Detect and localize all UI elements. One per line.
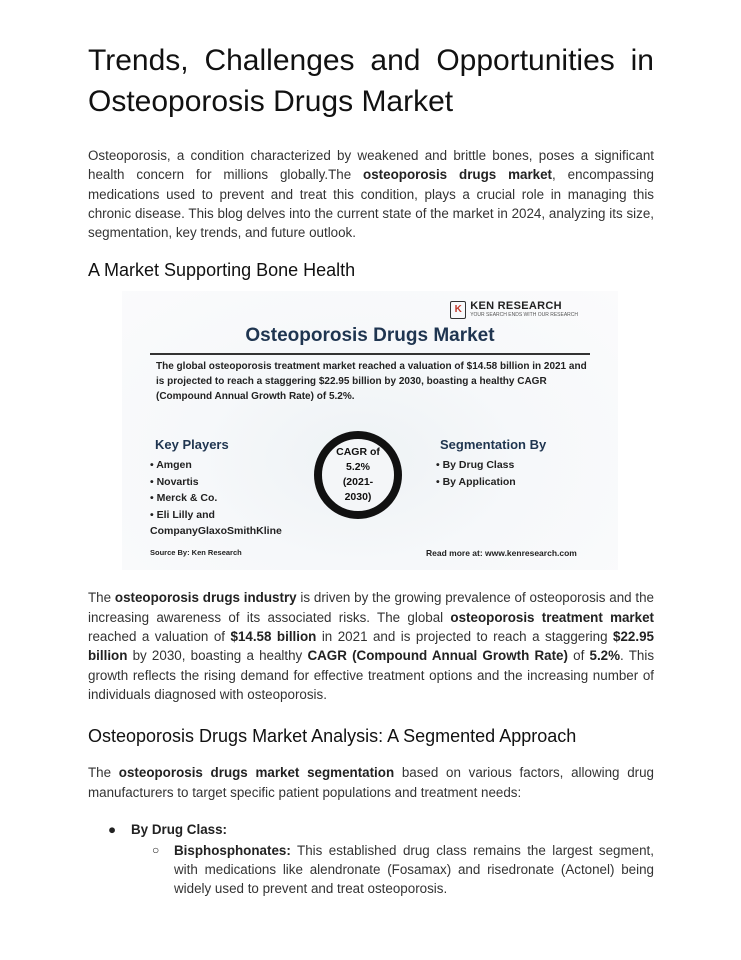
infographic-source: Source By: Ken Research (150, 548, 242, 558)
cagr-value: 5.2% (346, 461, 370, 474)
infographic-title: Osteoporosis Drugs Market (245, 325, 495, 347)
sub-bullet-text (174, 841, 654, 899)
infographic-summary: The global osteoporosis treatment market reached a valuation of $14.58 billion in 2021 and is projected to reach a staggering $22.95 billion by 2030, boasting a healthy CAGR (Compound Annual Growth Rate) of 5.2%. (156, 361, 587, 403)
industry-bold: osteoporosis treatment market (450, 609, 654, 625)
logo-name: KEN RESEARCH (470, 300, 562, 313)
sub-bullet-bold: Bisphosphonates: (174, 842, 291, 858)
sub-bullet-bisphosphonates (88, 841, 654, 899)
seg-bold: osteoporosis drugs market segmentation (118, 765, 395, 781)
key-player-item: • Eli Lilly and CompanyGlaxoSmithKline (150, 507, 300, 540)
industry-bold: $22.95 billion (88, 629, 654, 664)
seg-text: based on various factors, allowing drug manufacturers to target specific patient populations and treatment needs: (88, 765, 654, 800)
section-heading-bone-health: A Market Supporting Bone Health (88, 260, 356, 281)
cagr-period-end: 2030) (344, 491, 372, 504)
seg-text: The (88, 765, 119, 781)
infographic-read-more: Read more at: www.kenresearch.com (426, 548, 577, 559)
industry-bold: $14.58 billion (230, 629, 317, 645)
market-infographic (122, 291, 618, 570)
industry-text: reached a valuation of (88, 629, 231, 645)
industry-bold: osteoporosis drugs industry (114, 590, 297, 606)
intro-bold: osteoporosis drugs market (363, 167, 553, 183)
cagr-period-start: (2021- (342, 476, 374, 489)
industry-paragraph (88, 588, 654, 704)
cagr-label: CAGR of (336, 446, 380, 459)
logo-mark-icon: K (450, 301, 466, 319)
segmentation-item: • By Drug Class (436, 457, 516, 474)
industry-text: by 2030, boasting a healthy (127, 648, 308, 664)
page-title: Trends, Challenges and Opportunities in Osteoporosis Drugs Market (88, 44, 654, 118)
industry-bold: 5.2% (589, 648, 621, 664)
bullet-drug-class (88, 820, 654, 839)
key-player-item: • Novartis (150, 474, 300, 491)
segmentation-list (436, 457, 516, 490)
key-players-title: Key Players (155, 437, 229, 453)
industry-text: is driven by the growing prevalence of osteoporosis and the increasing awareness of its associated risks. The global (88, 590, 655, 625)
key-players-list (150, 457, 300, 540)
infographic-divider (150, 353, 590, 355)
intro-paragraph (88, 146, 654, 242)
industry-text: of (567, 648, 590, 664)
ken-research-logo (450, 300, 578, 319)
industry-bold: CAGR (Compound Annual Growth Rate) (307, 648, 568, 664)
cagr-ring (314, 431, 402, 519)
intro-text-1: Osteoporosis, a condition characterized by weakened and brittle bones, poses a significant health concern for millions globally.The (88, 148, 654, 183)
intro-text-2: , encompassing medications used to prevent and treat this condition, plays a crucial role in managing this chronic disease. This blog delves into the current state of the market in 2024, analyzing its size, segmentation, key trends, and future outlook. (88, 167, 654, 241)
industry-text: in 2021 and is projected to reach a staggering (316, 629, 614, 645)
bullet-dot-icon: ● (108, 821, 117, 837)
bullet-drug-class-label: By Drug Class: (131, 821, 227, 837)
segmentation-title: Segmentation By (440, 437, 547, 453)
sub-bullet-body: This established drug class remains the largest segment, with medications like alendronate (Fosamax) and risedronate (Actonel) being widely used to prevent and treat osteoporosis. (174, 842, 654, 897)
key-player-item: • Amgen (150, 457, 300, 474)
key-player-item: • Merck & Co. (150, 490, 300, 507)
segmentation-paragraph (88, 763, 654, 802)
bullet-circle-icon: ○ (152, 842, 160, 857)
document-page (88, 40, 654, 899)
industry-text: The (88, 590, 115, 606)
segmentation-item: • By Application (436, 474, 516, 491)
industry-text: . This growth reflects the rising demand for effective treatment options and the increasing number of individuals diagnosed with osteoporosis. (88, 648, 655, 702)
section-heading-segmented: Osteoporosis Drugs Market Analysis: A Segmented Approach (88, 726, 577, 747)
logo-tagline: YOUR SEARCH ENDS WITH OUR RESEARCH (470, 312, 578, 319)
